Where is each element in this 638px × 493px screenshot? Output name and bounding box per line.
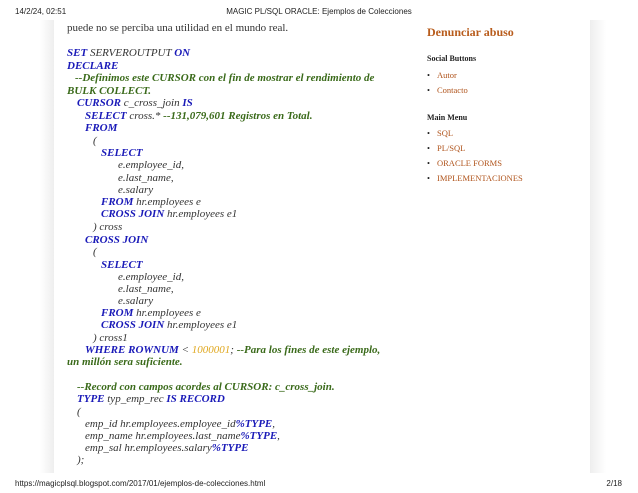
print-footer <box>0 473 638 493</box>
code-line: ( <box>77 406 81 418</box>
code-line: FROM <box>85 122 118 134</box>
code-line: CROSS JOIN hr.employees e1 <box>101 208 238 220</box>
code-line: e.employee_id, <box>118 159 184 171</box>
menu-item-plsql[interactable]: • PL/SQL <box>427 143 523 158</box>
code-line: TYPE typ_emp_rec IS RECORD <box>77 393 225 405</box>
code-line: ); <box>77 454 85 466</box>
code-line: SELECT <box>101 147 143 159</box>
code-line: ( <box>93 246 97 258</box>
print-datetime: 14/2/24, 02:51 <box>15 7 67 16</box>
intro-text: puede no se perciba una utilidad en el mundo real. <box>67 22 289 34</box>
code-line: emp_id hr.employees.employee_id%TYPE, <box>85 418 276 430</box>
code-line: SELECT cross.* --131,079,601 Registros en Total. <box>85 110 313 122</box>
page-url: https://magicplsql.blogspot.com/2017/01/ejemplos-de-colecciones.html <box>15 479 266 488</box>
code-line: e.salary <box>118 184 154 196</box>
report-abuse-link[interactable]: Denunciar abuso <box>427 25 514 39</box>
code-line: e.last_name, <box>118 283 174 295</box>
code-comment: BULK COLLECT. <box>67 85 151 97</box>
main-menu-heading: Main Menu <box>427 113 468 122</box>
code-comment: --Definimos este CURSOR con el fin de mostrar el rendimiento de <box>75 72 375 84</box>
code-line: FROM hr.employees e <box>101 196 201 208</box>
social-link-autor[interactable]: • Autor <box>427 70 468 85</box>
code-line: ) cross <box>93 221 123 233</box>
code-line: CURSOR c_cross_join IS <box>77 97 193 109</box>
code-line: e.employee_id, <box>118 271 184 283</box>
code-line: CROSS JOIN <box>85 234 149 246</box>
code-comment: un millón sera suficiente. <box>67 356 183 368</box>
code-line: emp_name hr.employees.last_name%TYPE, <box>85 430 280 442</box>
menu-item-sql[interactable]: • SQL <box>427 128 523 143</box>
code-line: ) cross1 <box>93 332 128 344</box>
social-buttons-heading: Social Buttons <box>427 54 477 63</box>
menu-item-implementaciones[interactable]: • IMPLEMENTACIONES <box>427 173 523 188</box>
code-line: e.salary <box>118 295 154 307</box>
code-line: FROM hr.employees e <box>101 307 201 319</box>
page-number: 2/18 <box>606 479 622 488</box>
code-line: ( <box>93 135 97 147</box>
menu-item-oracle-forms[interactable]: • ORACLE FORMS <box>427 158 523 173</box>
main-menu-list <box>427 128 523 188</box>
print-title: MAGIC PL/SQL ORACLE: Ejemplos de Colecciones <box>226 7 412 16</box>
code-line: CROSS JOIN hr.employees e1 <box>101 319 238 331</box>
code-line: e.last_name, <box>118 172 174 184</box>
code-line: emp_sal hr.employees.salary%TYPE <box>85 442 249 454</box>
social-link-contacto[interactable]: • Contacto <box>427 85 468 100</box>
code-line: DECLARE <box>67 60 119 72</box>
social-list <box>427 70 468 100</box>
code-line: WHERE ROWNUM < 1000001; --Para los fines de este ejemplo, <box>85 344 381 356</box>
code-line: SELECT <box>101 259 143 271</box>
code-comment: --Record con campos acordes al CURSOR: c_cross_join. <box>77 381 335 393</box>
code-line: SET SERVEROUTPUT ON <box>67 47 191 59</box>
right-page-shadow <box>590 20 606 473</box>
